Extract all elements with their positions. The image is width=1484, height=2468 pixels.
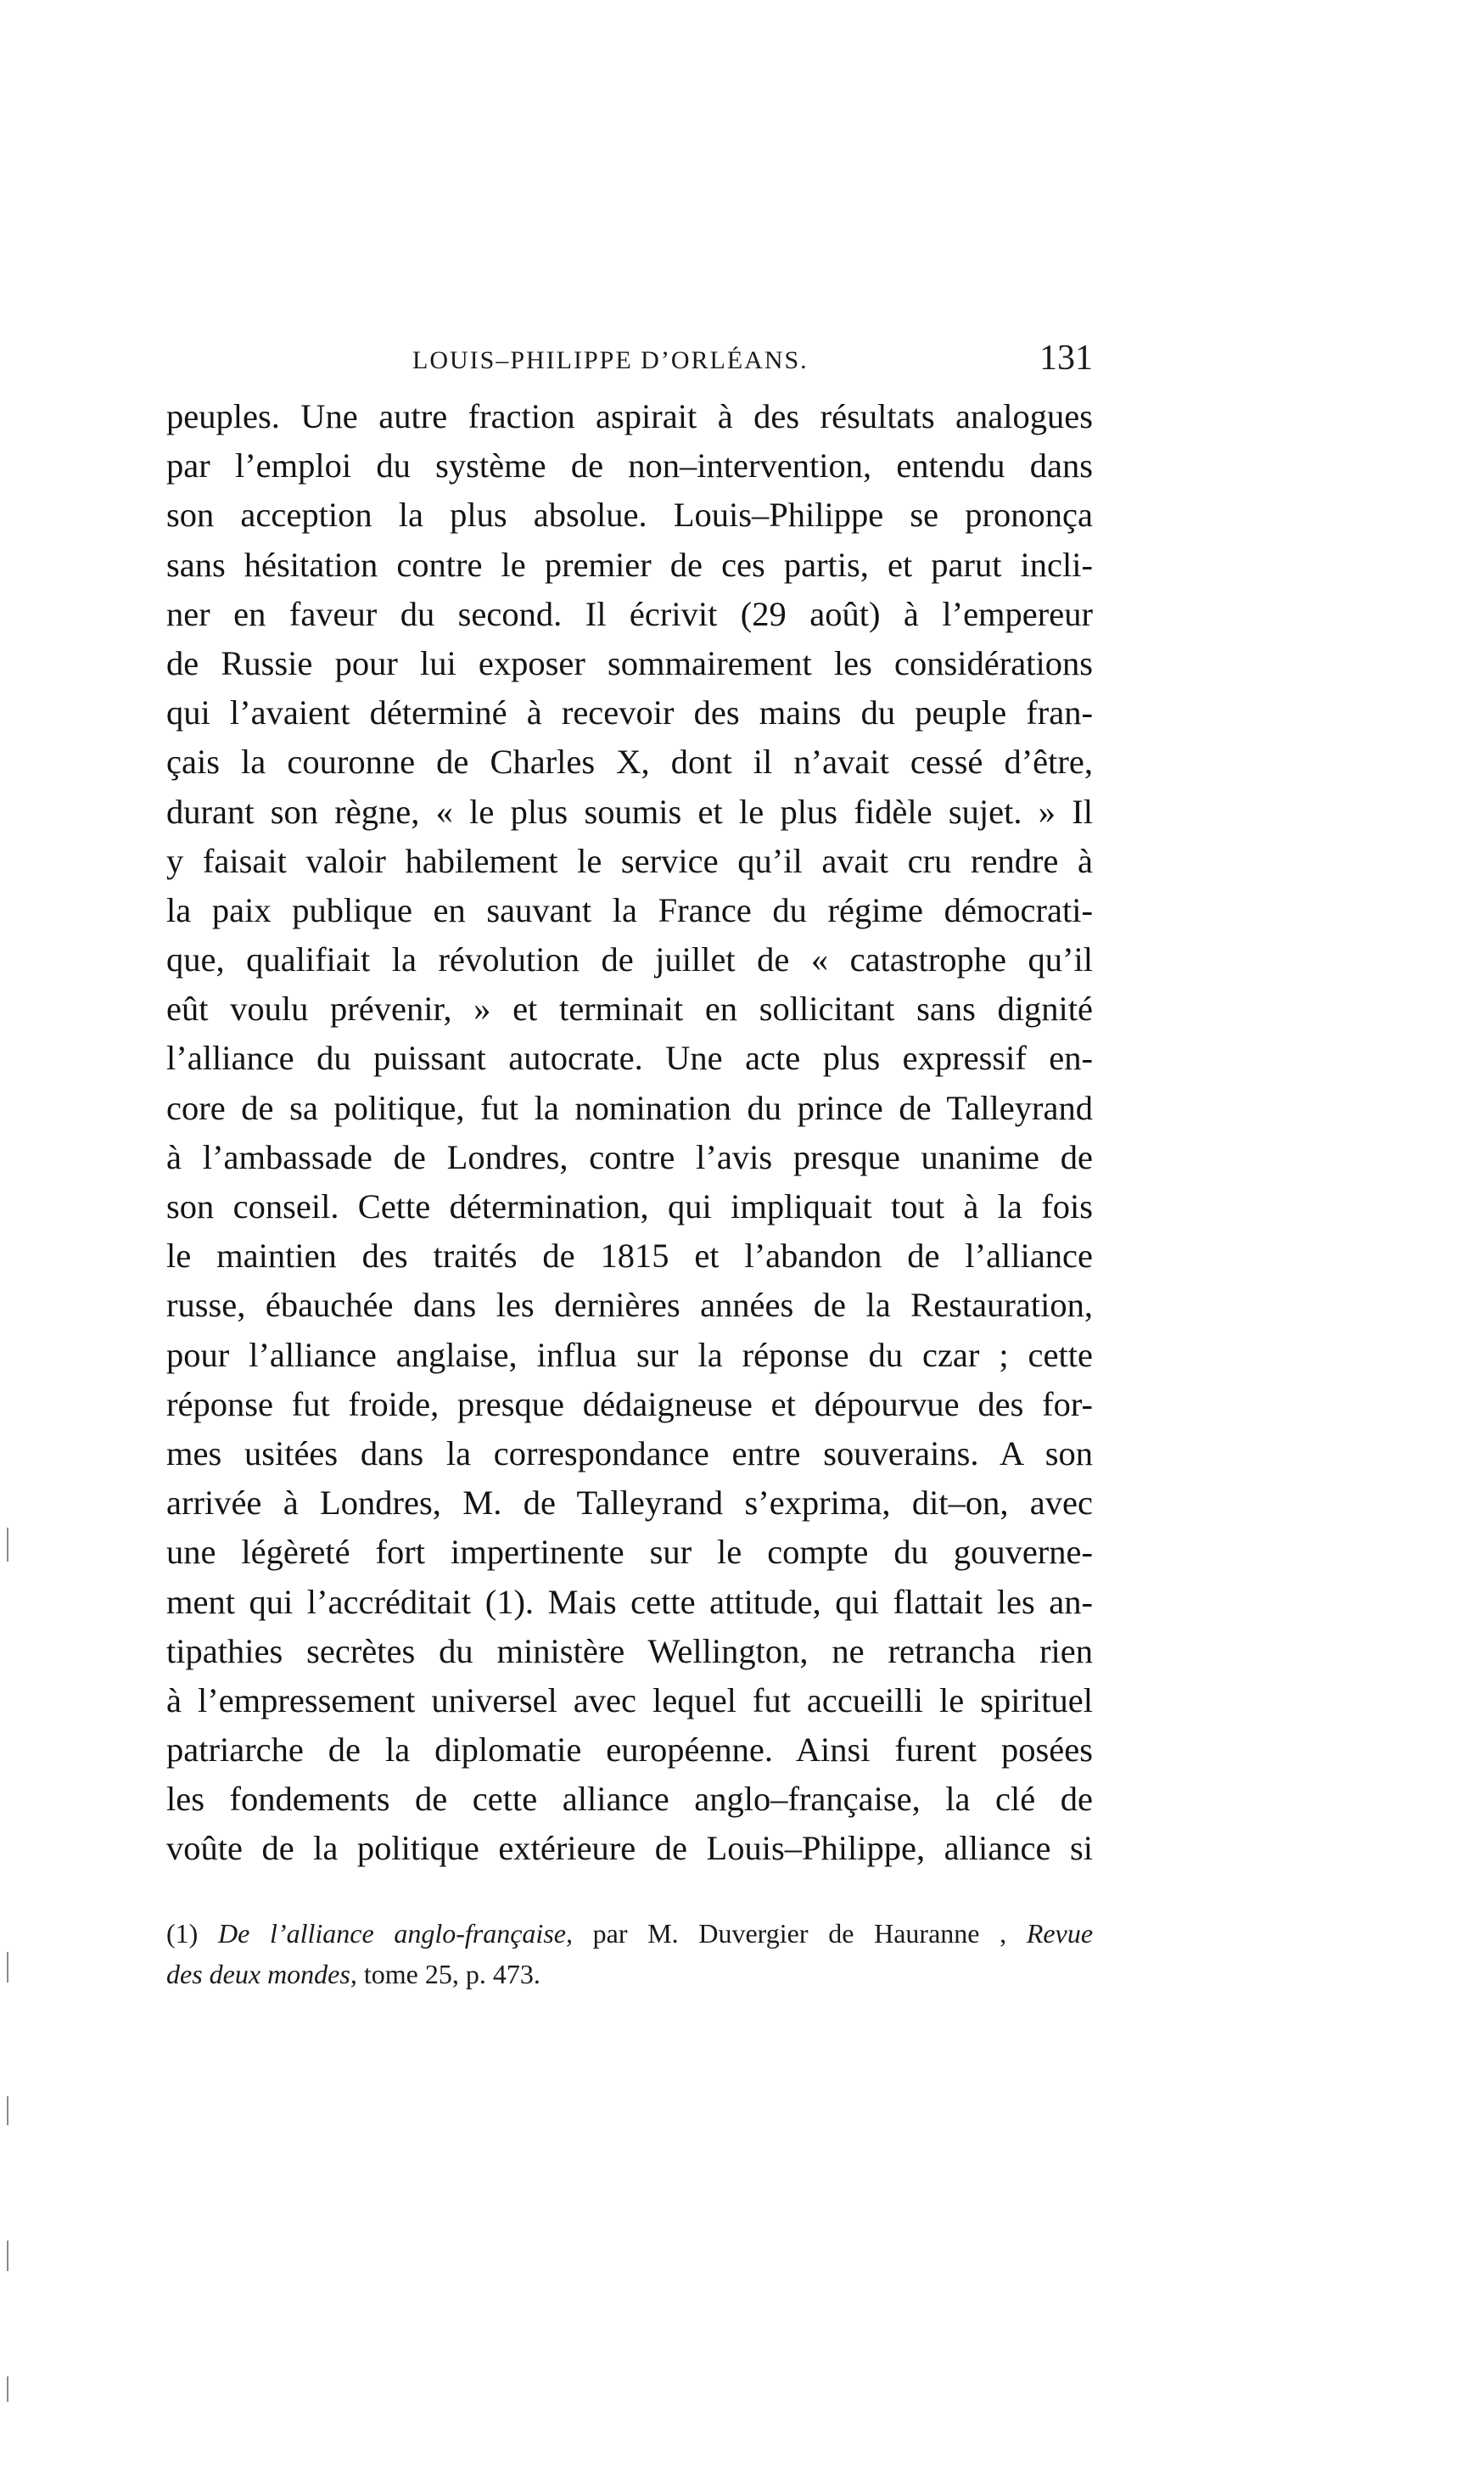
scan-speck <box>7 1952 8 1983</box>
text-line: ner en faveur du second. Il écrivit (29 août) à l’empereur <box>166 594 1093 633</box>
text-line: à l’ambassade de Londres, contre l’avis presque unanime de <box>166 1137 1093 1176</box>
text-line: patriarche de la diplomatie européenne. Ainsi furent posées <box>166 1730 1093 1770</box>
footnote-marker: (1) <box>166 1918 199 1949</box>
text-line: çais la couronne de Charles X, dont il n’avait cessé d’être, <box>166 743 1093 782</box>
page-header <box>166 338 1093 389</box>
footnote-line-2 <box>166 1954 1093 1994</box>
footnote-journal-part-2: des deux mondes, <box>166 1959 357 1989</box>
text-line: l’alliance du puissant autocrate. Une acte plus expressif en- <box>166 1039 1093 1078</box>
text-line: les fondements de cette alliance anglo–française, la clé de <box>166 1780 1093 1819</box>
footnote-title: De l’alliance anglo-française, <box>218 1918 573 1949</box>
text-line: une légèreté fort impertinente sur le compte du gouverne- <box>166 1533 1093 1572</box>
text-line: son conseil. Cette détermination, qui impliquait tout à la fois <box>166 1187 1093 1226</box>
footnote-author: par M. Duvergier de Hauranne , <box>572 1918 1007 1949</box>
text-line: de Russie pour lui exposer sommairement les considérations <box>166 643 1093 682</box>
text-line: mes usitées dans la correspondance entre souverains. A son <box>166 1433 1093 1472</box>
text-line: y faisait valoir habilement le service qu’il avait cru rendre à <box>166 841 1093 880</box>
text-line: le maintien des traités de 1815 et l’abandon de l’alliance <box>166 1237 1093 1276</box>
text-line: eût voulu prévenir, » et terminait en sollicitant sans dignité <box>166 990 1093 1029</box>
text-line: peuples. Une autre fraction aspirait à des résultats analogues <box>166 397 1093 435</box>
text-line: la paix publique en sauvant la France du régime démocrati- <box>166 890 1093 929</box>
scan-speck <box>7 2376 8 2402</box>
text-line: arrivée à Londres, M. de Talleyrand s’exprima, dit–on, avec <box>166 1484 1093 1523</box>
text-line: durant son règne, « le plus soumis et le plus fidèle sujet. » Il <box>166 792 1093 831</box>
text-line: tipathies secrètes du ministère Wellington, ne retrancha rien <box>166 1631 1093 1670</box>
scan-speck <box>7 1528 8 1562</box>
text-line: russe, ébauchée dans les dernières années de la Restauration, <box>166 1286 1093 1325</box>
body-text <box>166 392 1093 1874</box>
text-line: par l’emploi du système de non–intervention, entendu dans <box>166 446 1093 485</box>
running-head: LOUIS–PHILIPPE D’ORLÉANS. <box>412 346 809 374</box>
text-line: core de sa politique, fut la nomination du prince de Talleyrand <box>166 1088 1093 1127</box>
scan-speck <box>7 2096 8 2125</box>
text-line: sans hésitation contre le premier de ces partis, et parut incli- <box>166 545 1093 584</box>
page-number: 131 <box>1039 339 1093 378</box>
text-line: que, qualifiait la révolution de juillet de « catastrophe qu’il <box>166 940 1093 979</box>
scan-speck <box>7 2241 8 2271</box>
text-line: voûte de la politique extérieure de Louis–Philippe, alliance si <box>166 1829 1093 1868</box>
footnote-reference: tome 25, p. 473. <box>356 1959 540 1989</box>
text-line: son acception la plus absolue. Louis–Philippe se prononça <box>166 496 1093 535</box>
text-line: qui l’avaient déterminé à recevoir des mains du peuple fran- <box>166 693 1093 732</box>
text-line: ment qui l’accréditait (1). Mais cette attitude, qui flattait les an- <box>166 1582 1093 1621</box>
footnote <box>166 1913 1093 1994</box>
text-line: pour l’alliance anglaise, influa sur la réponse du czar ; cette <box>166 1335 1093 1374</box>
text-line: réponse fut froide, presque dédaigneuse et dépourvue des for- <box>166 1384 1093 1423</box>
footnote-journal-part-1: Revue <box>1026 1918 1094 1949</box>
text-line: à l’empressement universel avec lequel fut accueilli le spirituel <box>166 1680 1093 1719</box>
footnote-line-1 <box>166 1913 1093 1954</box>
